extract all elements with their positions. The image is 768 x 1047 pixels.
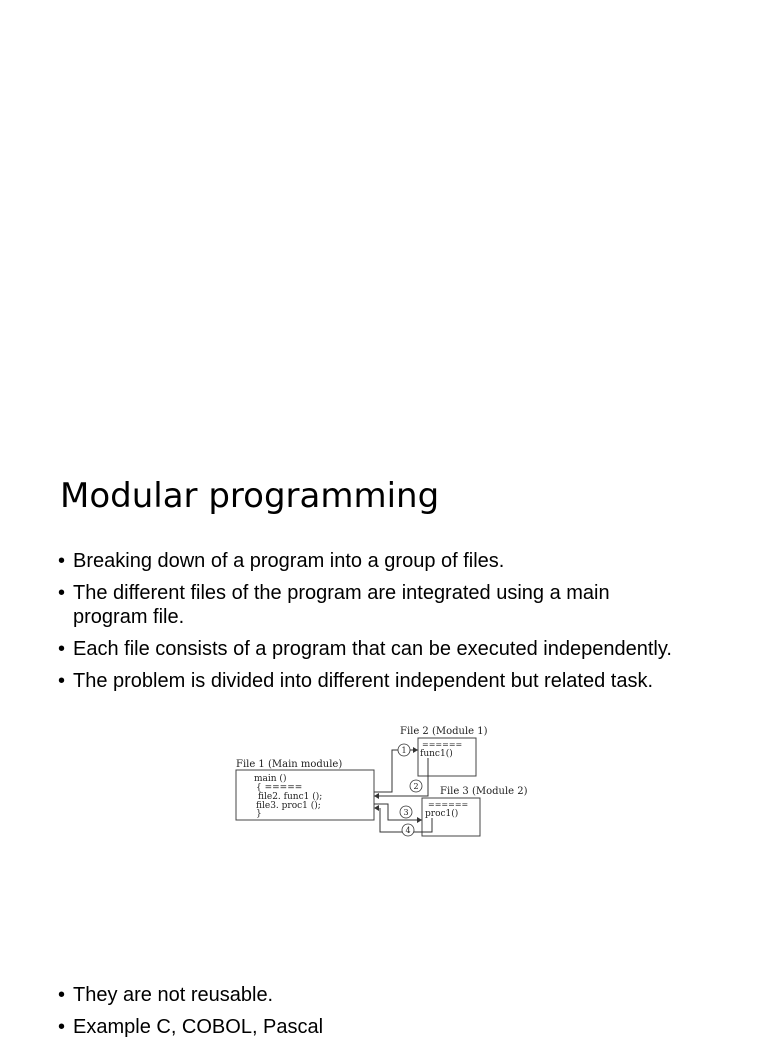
bullet-list: [58, 549, 678, 701]
bullet-item: • Example C, COBOL, Pascal: [58, 1015, 678, 1039]
slide-title: Modular programming: [60, 476, 440, 516]
file3-label: File 3 (Module 2): [440, 786, 528, 797]
file2-label: File 2 (Module 1): [400, 726, 488, 737]
bullet-item: • The different files of the program are integrated using a main program file.: [58, 581, 678, 629]
step-marker-label: 3: [403, 808, 409, 817]
file1-line: { =====: [256, 783, 303, 793]
file3-func: proc1(): [425, 809, 459, 819]
file1-line: file2. func1 ();: [258, 792, 323, 802]
bullet-item: • Each file consists of a program that can be executed independently.: [58, 637, 678, 661]
bullet-item: • They are not reusable.: [58, 983, 678, 1007]
file2-eq: ======: [422, 740, 463, 749]
file1-line: main (): [254, 774, 287, 784]
bullet-item: • The problem is divided into different independent but related task.: [58, 669, 678, 693]
bullet-list-after: [58, 983, 678, 1047]
file1-label: File 1 (Main module): [236, 759, 343, 770]
file2-func: func1(): [420, 749, 453, 759]
arrowhead: [374, 805, 379, 811]
step-marker-label: 1: [401, 746, 407, 755]
module-diagram: [232, 724, 562, 848]
bullet-item: • Breaking down of a program into a group of files.: [58, 549, 678, 573]
arrowhead: [413, 747, 418, 753]
arrowhead: [417, 817, 422, 823]
connector-line: [374, 804, 422, 820]
arrowhead: [374, 793, 379, 799]
step-marker-label: 2: [413, 782, 419, 791]
file1-line: file3. proc1 ();: [256, 801, 321, 811]
file3-eq: ======: [428, 800, 469, 809]
step-marker-label: 4: [405, 826, 411, 835]
file1-line: }: [256, 809, 262, 819]
